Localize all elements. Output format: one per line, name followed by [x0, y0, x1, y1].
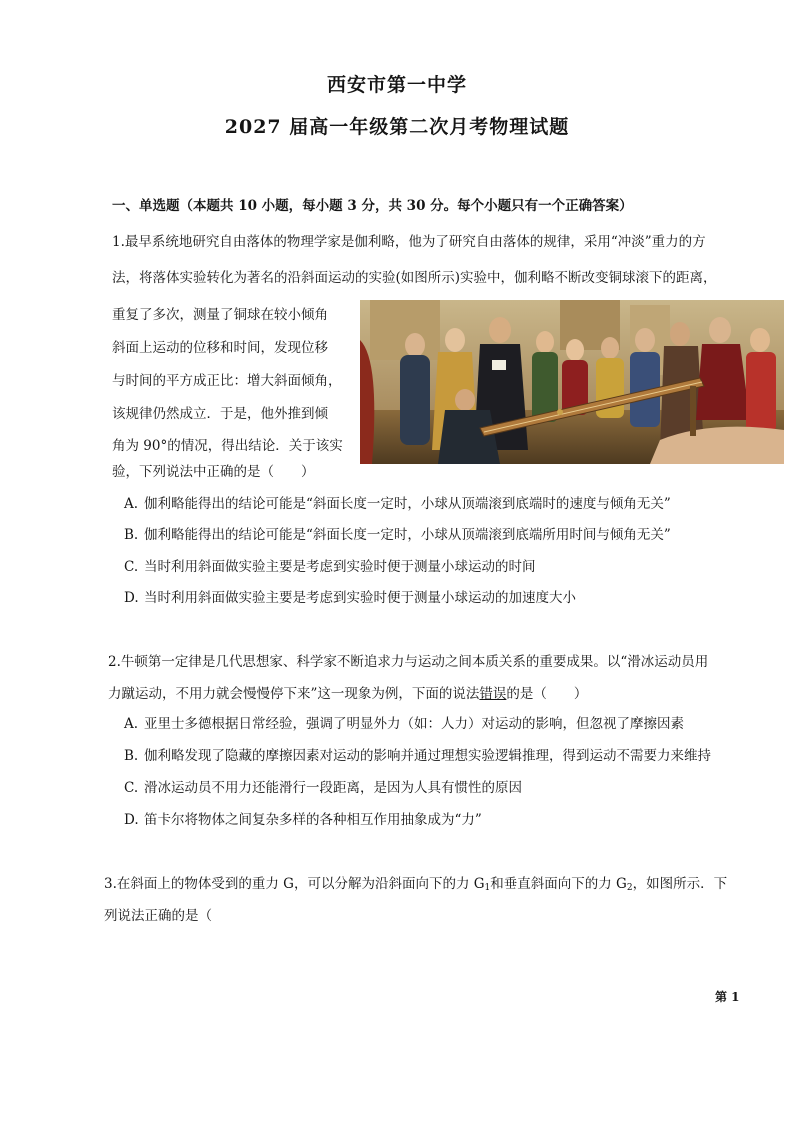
q2-line-2: [108, 682, 587, 702]
galileo-painting-image: [360, 300, 784, 464]
q2-option-b[interactable]: [124, 744, 711, 764]
page-number: 第 1: [715, 990, 740, 1004]
option-label: D.: [124, 812, 139, 828]
option-text: 亚里士多德根据日常经验，强调了明显外力（如：人力）对运动的影响，但忽视了摩擦因素: [144, 716, 684, 732]
option-text: 伽利略能得出的结论可能是“斜面长度一定时，小球从顶端滚到底端所用时间与倾角无关”: [144, 527, 671, 543]
q3-line-1-b: 和垂直斜面向下的力 G: [490, 876, 627, 892]
option-label: A.: [124, 716, 139, 732]
option-text: 笛卡尔将物体之间复杂多样的各种相互作用抽象成为“力”: [144, 812, 482, 828]
q2-emphasis-wrong: 错误: [479, 686, 507, 702]
option-label: C.: [124, 780, 139, 796]
option-text: 滑冰运动员不用力还能滑行一段距离，是因为人具有惯性的原因: [144, 780, 522, 796]
exam-title: 2027 届高一年级第二次月考物理试题: [224, 116, 570, 138]
q3-line-2: 列说法正确的是（: [104, 908, 212, 924]
q2-option-a[interactable]: [124, 712, 684, 732]
q2-line-2-pre: 力蹴运动，不用力就会慢慢停下来”这一现象为例，下面的说法: [108, 686, 480, 702]
q3-subscript-1: 1: [484, 883, 491, 893]
q1-option-d[interactable]: [124, 586, 576, 606]
q1-option-a[interactable]: [124, 492, 671, 512]
school-name: 西安市第一中学: [326, 74, 467, 96]
q1-line-8: 验，下列说法中正确的是（ ）: [112, 464, 315, 480]
q2-option-d[interactable]: [124, 808, 482, 828]
q3-line-1-c: ，如图所示．下: [632, 876, 728, 892]
q2-line-1: 2.牛顿第一定律是几代思想家、科学家不断追求力与运动之间本质关系的重要成果。以“滑冰运动员用: [108, 654, 709, 670]
q1-line-7: 角为 90°的情况，得出结论．关于该实: [112, 438, 343, 454]
q1-line-1: 1.最早系统地研究自由落体的物理学家是伽利略，他为了研究自由落体的规律，采用“冲淡”重力的方: [112, 234, 706, 250]
q2-option-c[interactable]: [124, 776, 522, 796]
q1-line-3: 重复了多次，测量了铜球在较小倾角: [112, 307, 328, 323]
option-text: 伽利略发现了隐藏的摩擦因素对运动的影响并通过理想实验逻辑推理，得到运动不需要力来维持: [144, 748, 711, 764]
q2-line-2-post: 的是（ ）: [506, 686, 588, 702]
option-label: D.: [124, 590, 139, 606]
option-label: B.: [124, 748, 139, 764]
q3-line-1-a: 3.在斜面上的物体受到的重力 G，可以分解为沿斜面向下的力 G: [104, 876, 485, 892]
option-label: C.: [124, 559, 139, 575]
q1-line-5: 与时间的平方成正比：增大斜面倾角，: [112, 373, 342, 389]
option-label: A.: [124, 496, 139, 512]
q1-line-2: 法，将落体实验转化为著名的沿斜面运动的实验(如图所示)实验中，伽利略不断改变铜球滚下的距离，: [112, 270, 717, 286]
q1-line-6: 该规律仍然成立．于是，他外推到倾: [112, 406, 328, 422]
q1-option-b[interactable]: [124, 523, 671, 543]
section-heading: 一、单选题（本题共 10 小题，每小题 3 分，共 30 分。每个小题只有一个正确答案）: [112, 198, 633, 214]
q1-line-4: 斜面上运动的位移和时间，发现位移: [112, 340, 328, 356]
q1-option-c[interactable]: [124, 555, 536, 575]
option-label: B.: [124, 527, 139, 543]
option-text: 伽利略能得出的结论可能是“斜面长度一定时，小球从顶端滚到底端时的速度与倾角无关”: [144, 496, 671, 512]
option-text: 当时利用斜面做实验主要是考虑到实验时便于测量小球运动的时间: [144, 559, 536, 575]
option-text: 当时利用斜面做实验主要是考虑到实验时便于测量小球运动的加速度大小: [144, 590, 576, 606]
q3-subscript-2: 2: [626, 883, 633, 893]
q3-line-1: [104, 872, 727, 893]
